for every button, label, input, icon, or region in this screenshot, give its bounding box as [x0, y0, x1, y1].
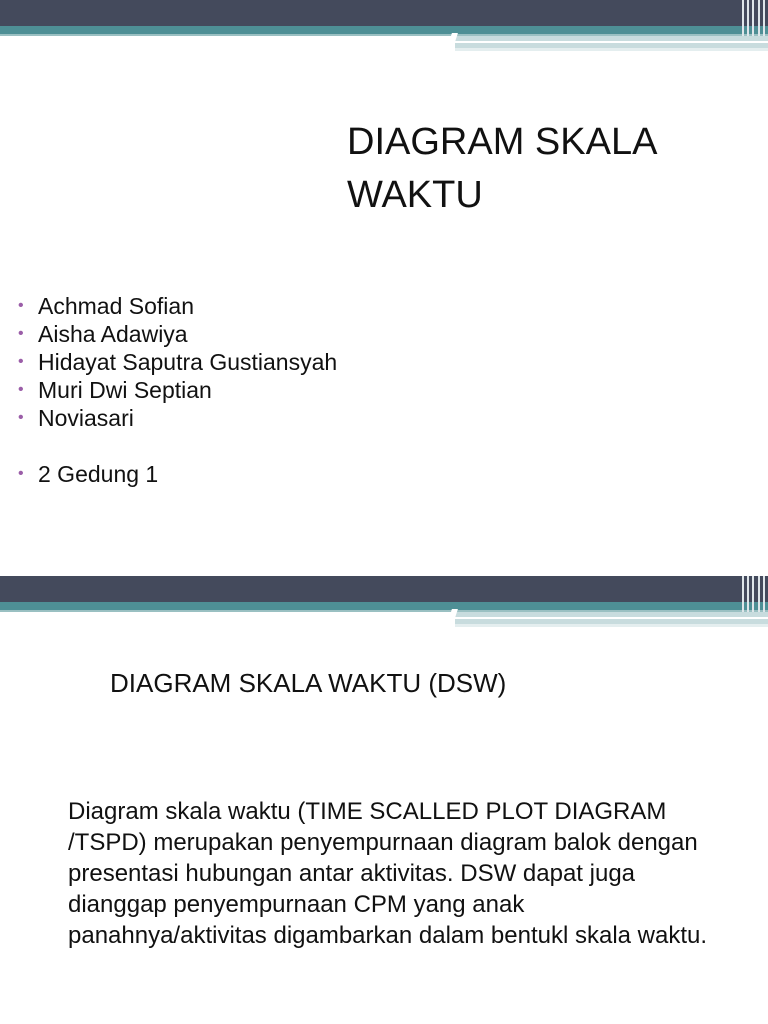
header-band: [0, 0, 768, 70]
header-stripes: [742, 576, 768, 612]
definition-paragraph: Diagram skala waktu (TIME SCALLED PLOT DIAGRAM /TSPD) merupakan penyempurnaan diagram balok dengan presentasi hubungan antar aktivitas. DSW dapat juga dianggap penyempurnaan CPM yang anak panahnya/aktivitas digambarkan dalam bentukl skala waktu.: [68, 798, 708, 949]
header-step-line: [455, 617, 768, 619]
member-item: • Hidayat Saputra Gustiansyah: [18, 348, 337, 376]
member-item: • Muri Dwi Septian: [18, 376, 337, 404]
member-item: • Achmad Sofian: [18, 292, 337, 320]
header-band: [0, 576, 768, 646]
header-step-bar-lower: [455, 624, 768, 627]
header-teal-bar: [0, 602, 768, 610]
slide-subtitle: DIAGRAM SKALA WAKTU (DSW): [110, 668, 507, 698]
member-list: [18, 292, 337, 488]
header-teal-bar: [0, 26, 768, 34]
header-step-bar-lower: [455, 48, 768, 51]
slide-title-heading: DIAGRAM SKALA WAKTU: [347, 121, 656, 216]
header-dark-bar: [0, 0, 768, 26]
slide-definition: [0, 576, 768, 1024]
class-label: • 2 Gedung 1: [18, 460, 337, 488]
member-item: • Noviasari: [18, 404, 337, 432]
member-item: • Aisha Adawiya: [18, 320, 337, 348]
header-dark-bar: [0, 576, 768, 602]
header-step-line: [455, 41, 768, 43]
header-stripes: [742, 0, 768, 36]
